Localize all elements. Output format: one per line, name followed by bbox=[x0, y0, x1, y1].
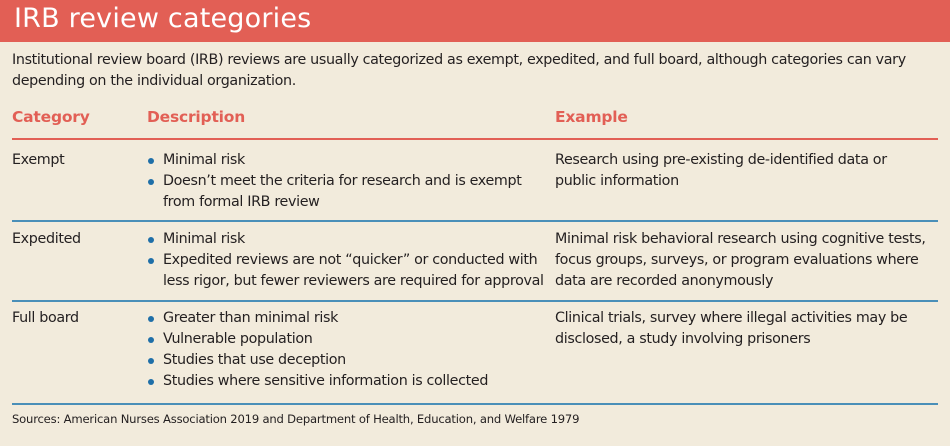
row-full-board-category: Full board bbox=[12, 310, 79, 326]
header-rule bbox=[12, 138, 938, 140]
bullet-icon bbox=[148, 237, 154, 243]
row-divider bbox=[12, 220, 938, 222]
row-exempt-example: Research using pre-existing de-identified data or public information bbox=[555, 152, 887, 189]
list-item: Minimal risk bbox=[147, 229, 544, 250]
bullet-icon bbox=[148, 358, 154, 364]
list-item: Minimal risk bbox=[147, 150, 521, 171]
column-header-description: Description bbox=[147, 108, 246, 126]
bullet-icon bbox=[148, 379, 154, 385]
row-expedited-description bbox=[147, 229, 544, 292]
row-expedited-category: Expedited bbox=[12, 231, 81, 247]
row-full-board-example: Clinical trials, survey where illegal activities may be disclosed, a study involving prisoners bbox=[555, 310, 908, 347]
list-item: Doesn’t meet the criteria for research and is exempt from formal IRB review bbox=[147, 171, 521, 213]
list-item: Studies where sensitive information is collected bbox=[147, 371, 488, 392]
sources-note: Sources: American Nurses Association 2019 and Department of Health, Education, and Welfare 1979 bbox=[12, 412, 580, 426]
bullet-icon bbox=[148, 316, 154, 322]
row-divider bbox=[12, 300, 938, 302]
column-header-category: Category bbox=[12, 108, 90, 126]
row-divider bbox=[12, 403, 938, 405]
bullet-icon bbox=[148, 158, 154, 164]
page-title: IRB review categories bbox=[14, 3, 312, 34]
bullet-icon bbox=[148, 258, 154, 264]
title-band bbox=[0, 0, 950, 42]
list-item: Greater than minimal risk bbox=[147, 308, 488, 329]
row-full-board-description bbox=[147, 308, 488, 392]
column-header-example: Example bbox=[555, 108, 628, 126]
list-item: Expedited reviews are not “quicker” or conducted with less rigor, but fewer reviewers are required for approval bbox=[147, 250, 544, 292]
list-item: Vulnerable population bbox=[147, 329, 488, 350]
row-exempt-category: Exempt bbox=[12, 152, 65, 168]
list-item: Studies that use deception bbox=[147, 350, 488, 371]
row-exempt-description bbox=[147, 150, 521, 213]
bullet-icon bbox=[148, 179, 154, 185]
intro-text: Institutional review board (IRB) reviews are usually categorized as exempt, expedited, and full board, although categories can vary depending on the individual organization. bbox=[12, 52, 906, 89]
row-expedited-example: Minimal risk behavioral research using cognitive tests, focus groups, surveys, or program evaluations where data are recorded anonymously bbox=[555, 231, 926, 289]
bullet-icon bbox=[148, 337, 154, 343]
